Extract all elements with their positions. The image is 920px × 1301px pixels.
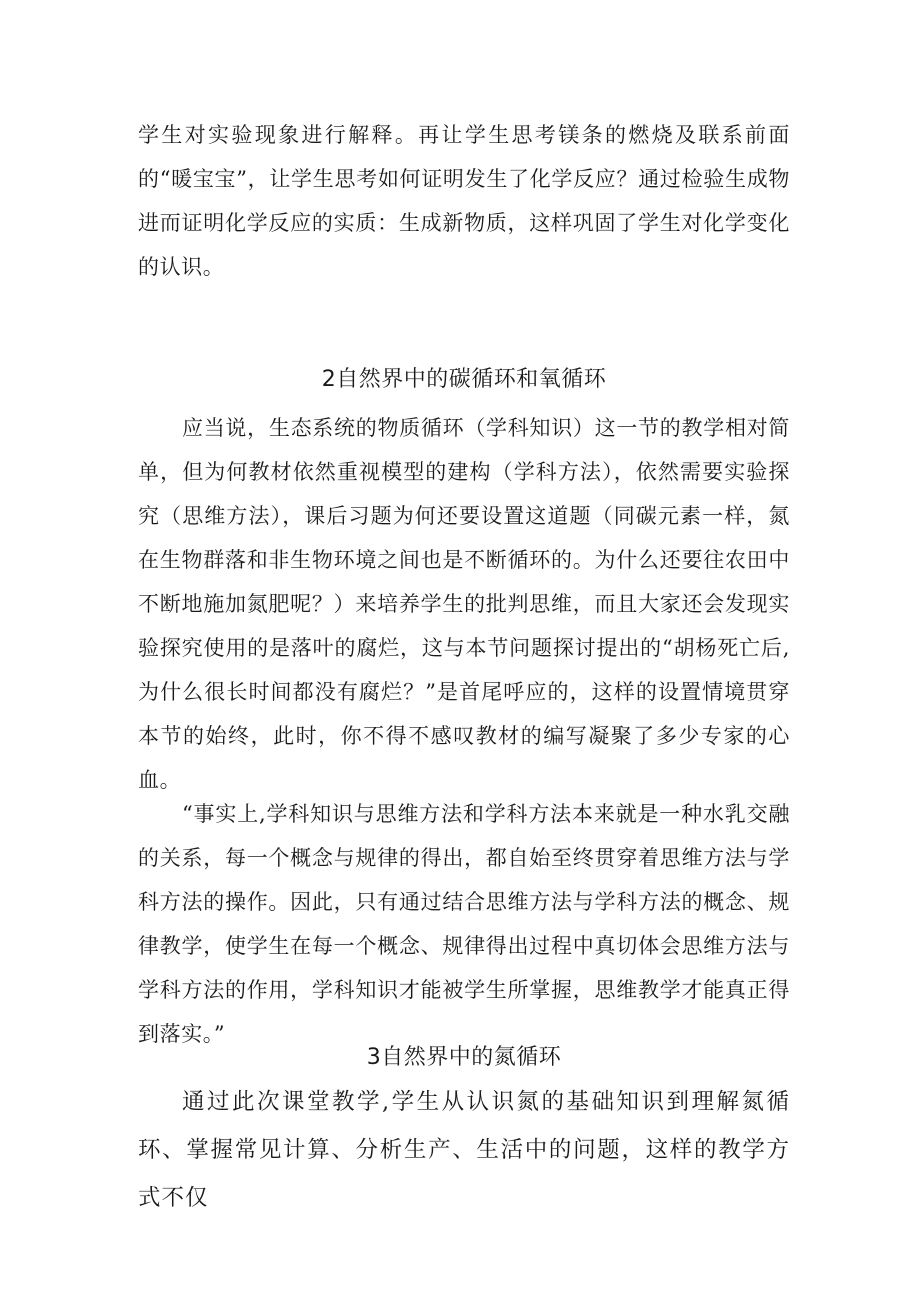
paragraph-nitrogen-teaching: 通过此次课堂教学,学生从认识氮的基础知识到理解氮循环、掌握常见计算、分析生产、生活中的问题，这样的教学方式不仅 bbox=[138, 1089, 790, 1211]
paragraph-intro: 学生对实验现象进行解释。再让学生思考镁条的燃烧及联系前面的“暖宝宝”，让学生思考如何证明发生了化学反应？通过检验生成物进而证明化学反应的实质：生成新物质，这样巩固了学生对化学变化的认识。 bbox=[138, 123, 790, 279]
paragraph-material-cycle: 应当说，生态系统的物质循环（学科知识）这一节的教学相对简单，但为何教材依然重视模型的建构（学科方法），依然需要实验探究（思维方法），课后习题为何还要设置这道题（同碳元素一样，氮在生物群落和非生物环境之间也是不断循环的。为什么还要往农田中不断地施加氮肥呢？）来培养学生的批判思维，而且大家还会发现实验探究使用的是落叶的腐烂，这与本节问题探讨提出的“胡杨死亡后,为什么很长时间都没有腐烂？”是首尾呼应的，这样的设置情境贯穿本节的始终，此时，你不得不感叹教材的编写凝聚了多少专家的心血。 bbox=[138, 416, 790, 792]
section-heading-nitrogen-cycle: 3自然界中的氮循环 bbox=[366, 1045, 562, 1070]
paragraph-quote: “事实上,学科知识与思维方法和学科方法本来就是一种水乳交融的关系，每一个概念与规律的得出，都自始至终贯穿着思维方法与学科方法的操作。因此，只有通过结合思维方法与学科方法的概念、规律教学，使学生在每一个概念、规律得出过程中真切体会思维方法与学科方法的作用，学科知识才能被学生所掌握，思维教学才能真正得到落实。” bbox=[138, 802, 790, 1046]
section-heading-carbon-oxygen-cycle: 2自然界中的碳循环和氧循环 bbox=[321, 367, 607, 392]
